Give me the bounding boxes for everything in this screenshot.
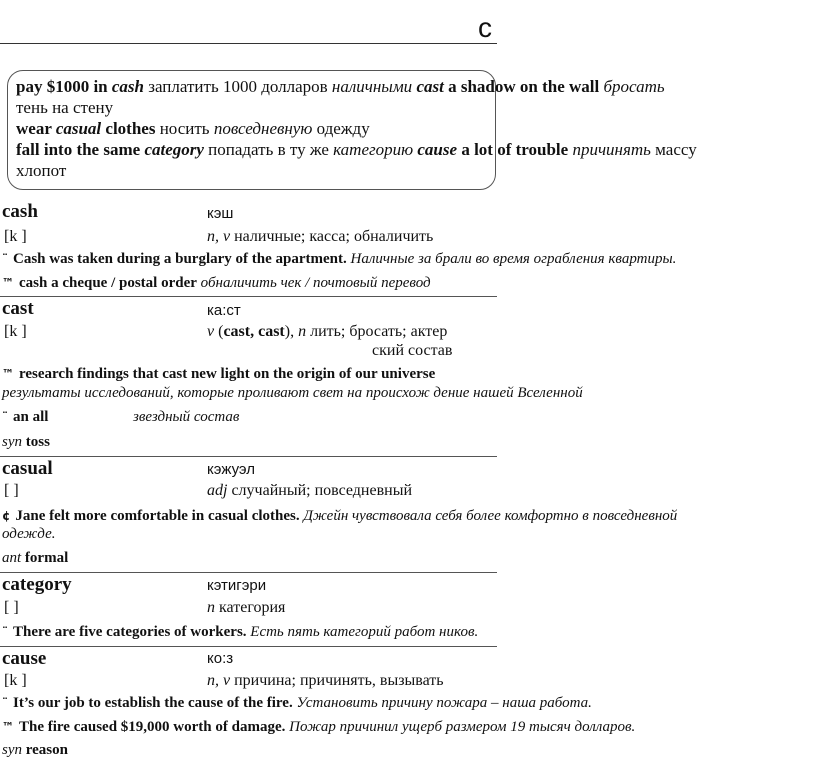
phrase-en: wear [16,119,56,138]
phrase-line [16,139,776,160]
phrase-ru: массу [650,140,697,159]
entry-example: ¨ There are five categories of workers. Есть пять категорий работ ников. [2,624,479,640]
phrase-ru: попадать в ту же [203,140,334,159]
phrase-line [16,118,776,139]
entry-bracket: [k ] [4,323,27,340]
entry-example: ™ research findings that cast new light on the origin of our universe [2,366,436,382]
phrase-ru-keyword: наличными [331,77,413,96]
entry-bracket: [k ] [4,228,27,245]
phrase-ru: хлопот [16,161,67,180]
entry-transcription: кэжуэл [207,461,255,478]
entry-headword: cash [2,201,38,222]
entry-example: ¨ Cash was taken during a burglary of the apartment. Наличные за брали во время ограбления квартиры. [2,251,677,267]
entry-example: ™ The fire caused $19,000 worth of damage. Пожар причинил ущерб размером 19 тысяч долларов. [2,719,636,735]
phrase-en: a lot of trouble [457,140,569,159]
entry-definition-cont: ский состав [372,342,453,359]
entry-transcription: кэш [207,205,234,222]
phrase-keyword: category [144,140,204,159]
phrase-en: a shadow on the wall [443,77,600,96]
entry-transcription: ко:з [207,650,234,667]
phrase-keyword: cause [417,140,458,159]
part-of-speech: n, v [207,228,231,245]
phrase-en: clothes [101,119,156,138]
phrase-line [16,76,776,97]
entry-example-translation: результаты исследований, которые проливают свет на происхож дение нашей Вселенной [2,385,583,401]
phrase-en: fall into the same [16,140,145,159]
example-marker-icon: ¨ [2,696,8,710]
entry-example: ¢ Jane felt more comfortable in casual clothes. Джейн чувствовала себя более комфортно в повседневной [2,508,678,524]
header-rule [0,43,497,44]
phrase-ru-keyword: повседневную [213,119,313,138]
entry-example-translation: одежде. [2,526,56,542]
entry-example: ¨ an all [2,409,49,425]
entry-headword: category [2,574,72,595]
example-marker-icon: ™ [2,720,14,734]
example-marker-icon: ™ [2,276,14,290]
entry-headword: cast [2,298,34,319]
example-marker-icon: ¨ [2,410,8,424]
example-marker-icon: ¢ [2,509,11,523]
entry-definition: n, v наличные; касса; обналичить [207,228,434,245]
phrase-ru-keyword: причинять [568,140,651,159]
phrase-ru: заплатить 1000 долларов [144,77,332,96]
entry-example: ™ cash a cheque / postal order обналичить чек / почтовый перевод [2,275,431,291]
phrase-en: pay $1000 in [16,77,112,96]
entry-synonym: syn reason [2,742,68,758]
phrase-ru: тень на стену [16,98,114,117]
phrase-ru-keyword: категорию [333,140,414,159]
entry-definition: n, v причина; причинять, вызывать [207,672,444,689]
entry-bracket: [ ] [4,482,19,499]
phrase-box-text [16,76,776,181]
entry-definition: adj случайный; повседневный [207,482,413,499]
phrase-line [16,160,776,181]
phrase-keyword: cash [111,77,145,96]
entry-headword: casual [2,458,53,479]
entry-separator [0,572,497,573]
phrase-ru: носить [155,119,214,138]
entry-transcription: ка:ст [207,302,241,319]
entry-definition: v (cast, cast), n лить; бросать; актер [207,323,448,340]
entry-separator [0,456,497,457]
entry-separator [0,296,497,297]
phrase-line [16,97,776,118]
phrase-keyword: cast [416,77,444,96]
entry-headword: cause [2,648,47,669]
example-marker-icon: ¨ [2,252,8,266]
entry-bracket: [ ] [4,599,19,616]
entry-example-translation: звездный состав [133,409,240,425]
section-letter: c [478,12,492,43]
phrase-keyword: casual [55,119,102,138]
phrase-ru: одежду [312,119,370,138]
entry-transcription: кэтигэри [207,577,267,594]
entry-separator [0,646,497,647]
example-marker-icon: ¨ [2,625,8,639]
entry-antonym: ant formal [2,550,69,566]
entry-example: ¨ It’s our job to establish the cause of the fire. Установить причину пожара – наша работа. [2,695,592,711]
entry-definition: n категория [207,599,286,616]
example-marker-icon: ™ [2,367,14,381]
phrase-ru-keyword: бросать [599,77,665,96]
entry-synonym: syn toss [2,434,50,450]
entry-bracket: [k ] [4,672,27,689]
